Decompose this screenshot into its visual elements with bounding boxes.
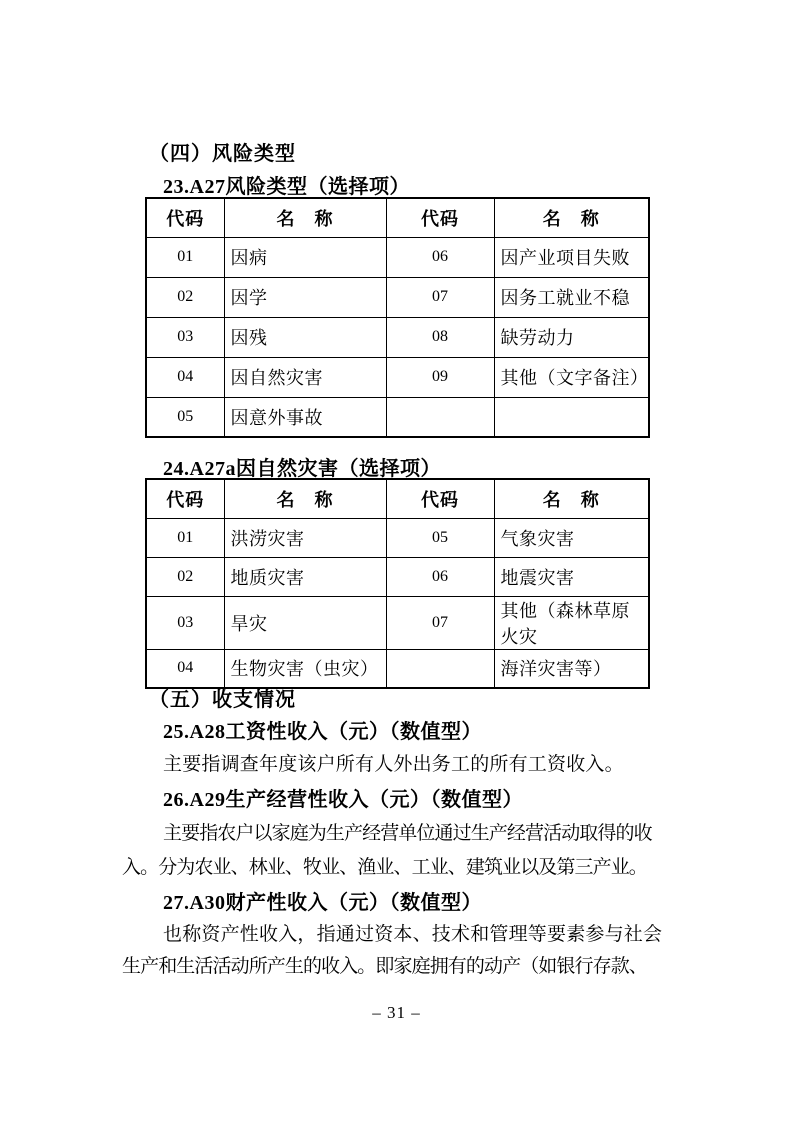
name-cell: 地震灾害 [494, 557, 649, 596]
table-row [146, 518, 649, 557]
name-cell: 其他（文字备注） [494, 357, 649, 397]
name-cell: 因病 [224, 237, 386, 277]
heading-24-a27a: 24.A27a因自然灾害（选择项） [163, 458, 441, 480]
name-cell: 气象灾害 [494, 518, 649, 557]
heading-23-a27: 23.A27风险类型（选择项） [163, 176, 410, 198]
heading-27-a30: 27.A30财产性收入（元）（数值型） [163, 892, 482, 914]
code-cell: 01 [146, 237, 224, 277]
heading-25-a28: 25.A28工资性收入（元）（数值型） [163, 721, 482, 743]
column-header-code: 代码 [386, 198, 494, 237]
name-cell: 因自然灾害 [224, 357, 386, 397]
table-header-row [146, 198, 649, 237]
name-cell: 因务工就业不稳 [494, 277, 649, 317]
table-row [146, 596, 649, 649]
code-cell: 05 [386, 518, 494, 557]
paragraph-27-line1: 也称资产性收入，指通过资本、技术和管理等要素参与社会 [163, 924, 663, 945]
heading-26-a29: 26.A29生产经营性收入（元）（数值型） [163, 789, 523, 811]
table-row [146, 237, 649, 277]
name-cell: 因残 [224, 317, 386, 357]
name-cell: 海洋灾害等） [494, 649, 649, 688]
column-header-name: 名 称 [494, 479, 649, 518]
code-cell: 03 [146, 596, 224, 649]
code-cell: 06 [386, 237, 494, 277]
name-cell: 因学 [224, 277, 386, 317]
code-cell: 09 [386, 357, 494, 397]
name-cell: 洪涝灾害 [224, 518, 386, 557]
page-number: – 31 – [372, 1003, 421, 1022]
table-row [146, 557, 649, 596]
column-header-name: 名 称 [494, 198, 649, 237]
name-cell: 其他（森林草原火灾 [494, 596, 649, 649]
section-5-title: （五）收支情况 [149, 689, 296, 711]
code-cell: 07 [386, 277, 494, 317]
code-cell [386, 649, 494, 688]
table-header-row [146, 479, 649, 518]
code-cell: 01 [146, 518, 224, 557]
name-cell: 因产业项目失败 [494, 237, 649, 277]
risk-type-code-table [145, 197, 650, 438]
code-cell: 02 [146, 277, 224, 317]
code-cell: 04 [146, 649, 224, 688]
table-row [146, 397, 649, 437]
paragraph-25: 主要指调查年度该户所有人外出务工的所有工资收入。 [163, 754, 624, 775]
column-header-code: 代码 [146, 479, 224, 518]
code-cell [386, 397, 494, 437]
name-cell: 缺劳动力 [494, 317, 649, 357]
code-cell: 05 [146, 397, 224, 437]
name-cell: 旱灾 [224, 596, 386, 649]
table-row [146, 277, 649, 317]
column-header-code: 代码 [146, 198, 224, 237]
column-header-code: 代码 [386, 479, 494, 518]
name-cell: 生物灾害（虫灾） [224, 649, 386, 688]
table-row [146, 357, 649, 397]
column-header-name: 名 称 [224, 198, 386, 237]
code-cell: 02 [146, 557, 224, 596]
paragraph-27-line2: 生产和生活活动所产生的收入。即家庭拥有的动产（如银行存款、 [122, 956, 647, 977]
code-cell: 08 [386, 317, 494, 357]
paragraph-26-line1: 主要指农户以家庭为生产经营单位通过生产经营活动取得的收 [163, 823, 652, 844]
natural-disaster-code-table [145, 478, 650, 689]
section-4-title: （四）风险类型 [149, 143, 296, 165]
column-header-name: 名 称 [224, 479, 386, 518]
paragraph-26-line2: 入。分为农业、林业、牧业、渔业、工业、建筑业以及第三产业。 [122, 857, 647, 878]
code-cell: 06 [386, 557, 494, 596]
name-cell: 因意外事故 [224, 397, 386, 437]
code-cell: 03 [146, 317, 224, 357]
name-cell [494, 397, 649, 437]
code-cell: 04 [146, 357, 224, 397]
table-row [146, 317, 649, 357]
code-cell: 07 [386, 596, 494, 649]
name-cell: 地质灾害 [224, 557, 386, 596]
